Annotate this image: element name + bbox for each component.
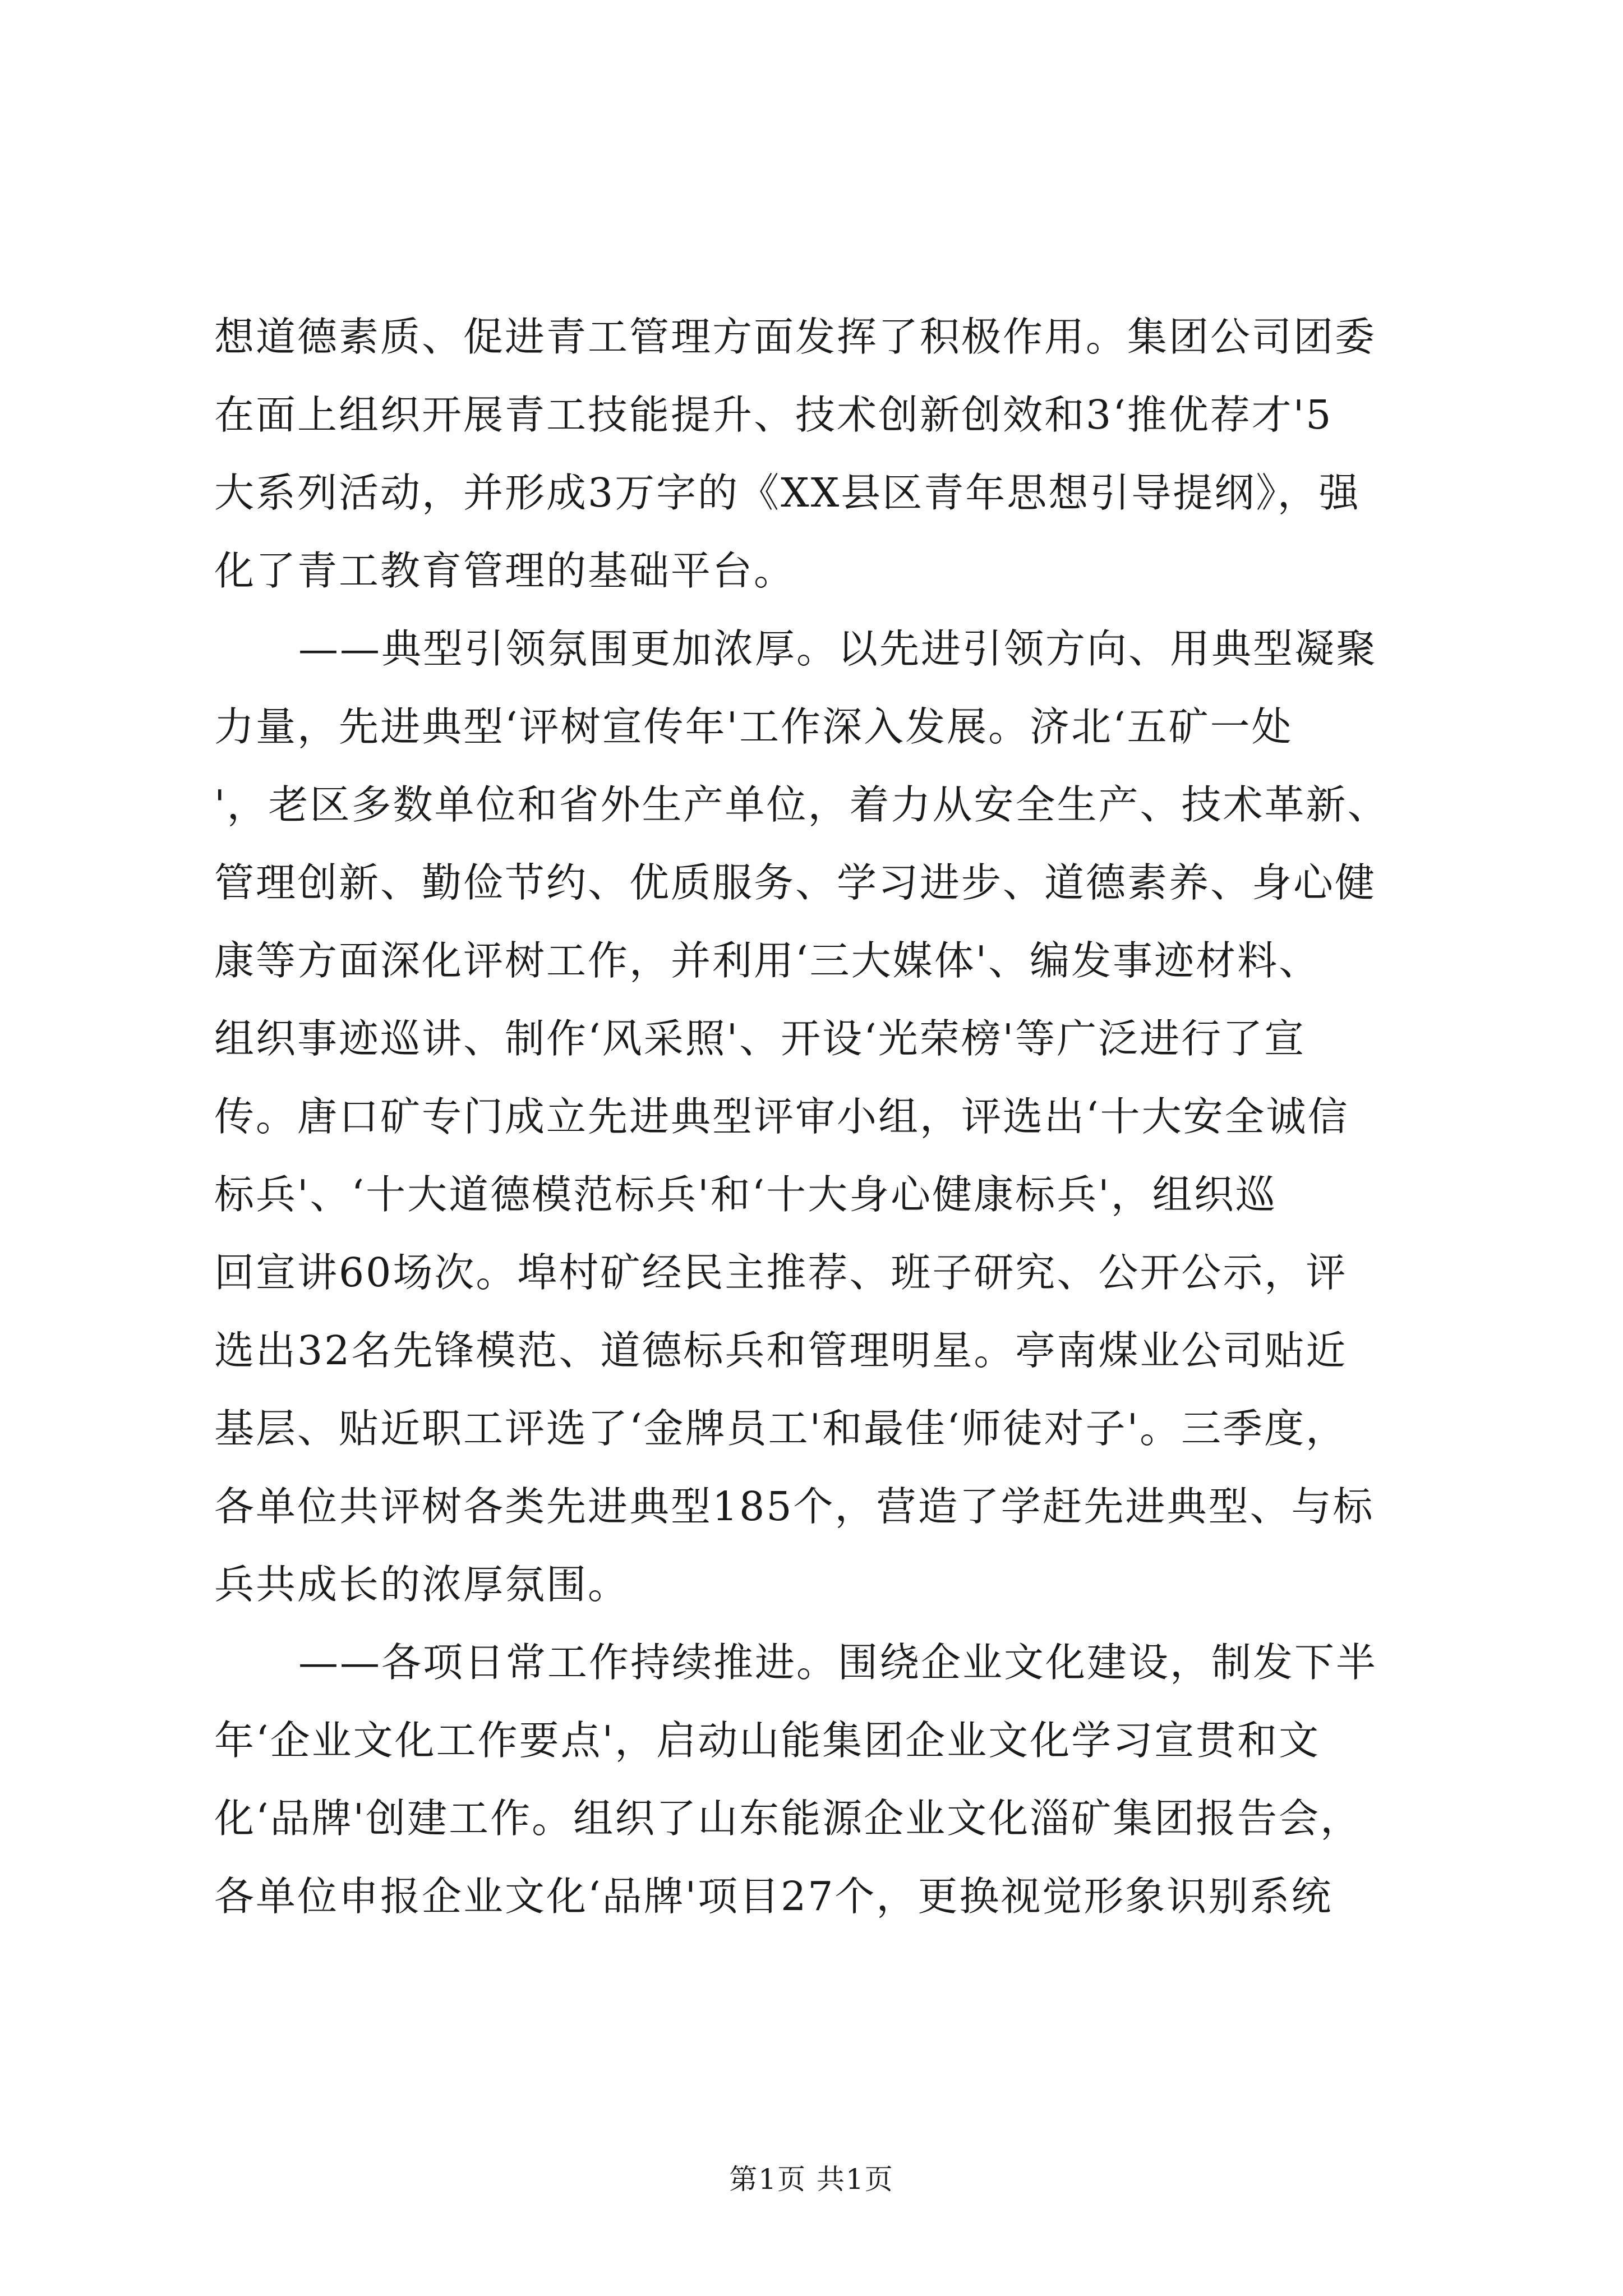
page-footer: 第1页 共1页 [729,2163,894,2196]
text-line: 标兵'、‘十大道德模范标兵'和‘十大身心健康标兵'，组织巡 [214,1171,1277,1218]
text-line: 化了青工教育管理的基础平台。 [214,547,796,594]
text-line: 年‘企业文化工作要点'，启动山能集团企业文化学习宣贯和文 [214,1717,1321,1764]
text-line: 各单位申报企业文化‘品牌'项目27个，更换视觉形象识别系统 [214,1873,1333,1920]
text-line: 大系列活动，并形成3万字的《XX县区青年思想引导提纲》，强 [214,470,1361,516]
text-line: 康等方面深化评树工作，并利用‘三大媒体'、编发事迹材料、 [214,937,1321,984]
text-line: '，老区多数单位和省外生产单位，着力从安全生产、技术革新、 [214,781,1389,828]
text-line: 化‘品牌'创建工作。组织了山东能源企业文化淄矿集团报告会， [214,1795,1362,1842]
document-body [214,298,1414,1935]
text-line: 组织事迹巡讲、制作‘风采照'、开设‘光荣榜'等广泛进行了宣 [214,1015,1306,1062]
text-line: 基层、贴近职工评选了‘金牌员工'和最佳‘师徒对子'。三季度， [214,1405,1348,1452]
text-line: 回宣讲60场次。埠村矿经民主推荐、班子研究、公开公示，评 [214,1249,1348,1296]
text-line: 兵共成长的浓厚氛围。 [214,1561,630,1608]
text-line: 传。唐口矿专门成立先进典型评审小组，评选出‘十大安全诚信 [214,1093,1349,1140]
text-line: 想道德素质、促进青工管理方面发挥了积极作用。集团公司团委 [214,314,1377,360]
paragraph-first-line: ——各项日常工作持续推进。围绕企业文化建设，制发下半 [298,1639,1378,1686]
text-line: 在面上组织开展青工技能提升、技术创新创效和3‘推优荐才'5 [214,392,1333,438]
text-line: 各单位共评树各类先进典型185个，营造了学赶先进典型、与标 [214,1483,1375,1530]
paragraph-first-line: ——典型引领氛围更加浓厚。以先进引领方向、用典型凝聚 [298,625,1378,672]
text-line: 力量，先进典型‘评树宣传年'工作深入发展。济北‘五矿一处 [214,703,1293,750]
text-line: 管理创新、勤俭节约、优质服务、学习进步、道德素养、身心健 [214,859,1377,906]
text-line: 选出32名先锋模范、道德标兵和管理明星。亭南煤业公司贴近 [214,1327,1348,1374]
